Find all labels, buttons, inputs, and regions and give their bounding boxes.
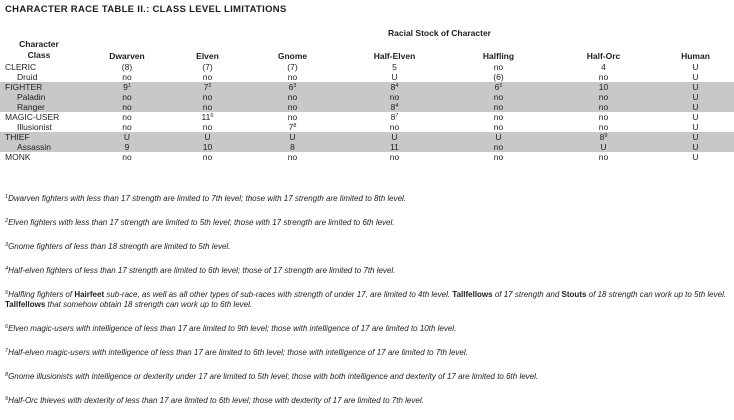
level-value: U [692,122,699,132]
footnote-ref: 4 [395,83,399,89]
level-value: no [202,92,213,102]
level-value: no [287,152,298,162]
level-value: no [202,122,213,132]
table-row [0,152,734,162]
level-cell [550,152,657,162]
footnote-9 [5,396,731,406]
level-cell [342,152,447,162]
level-value: no [493,102,504,112]
class-name: Ranger [0,102,82,112]
level-value: 8 [290,142,295,152]
level-value: no [598,152,609,162]
level-cell [82,92,172,102]
level-cell [447,82,550,92]
level-value: no [389,122,400,132]
level-cell [243,102,342,112]
footnote-marker: 6 [5,324,9,330]
level-cell [447,132,550,142]
col-header: Gnome [277,51,308,61]
level-value: 4 [601,62,606,72]
level-value: U [600,142,607,152]
level-cell [657,92,734,102]
class-name: MONK [5,152,31,162]
footnote-ref: 5 [499,83,503,89]
level-value: no [202,152,213,162]
level-value: U [692,62,699,72]
level-value: no [287,112,298,122]
level-value: 6 [288,82,294,92]
level-value: no [122,72,132,82]
footnote-text: Half-elven magic-users with intelligence of less than 17 are limited to 6th level; those with intelligence of 17 are limited to 7th level. [8,348,468,357]
level-value: 6 [494,82,500,92]
level-cell [550,82,657,92]
table-row [0,62,734,72]
racial-stock-header: Racial Stock of Character [388,28,491,38]
level-value: U [495,132,502,142]
table-row [0,102,734,112]
level-cell [657,62,734,72]
level-cell [550,92,657,102]
footnote-ref: 3 [293,83,297,89]
footnotes [5,194,731,406]
level-value: no [122,102,132,112]
level-cell [657,132,734,142]
level-cell [172,92,243,102]
level-cell [657,122,734,132]
level-cell [243,72,342,82]
level-cell [657,112,734,122]
footnote-ref: 4 [395,103,399,109]
class-name: Druid [17,72,38,82]
level-value: no [598,72,609,82]
footnote-text: Gnome illusionists with intelligence or dexterity under 17 are limited to 5th level; those with both intelligence and dexterity of 17 are limited to 6th level. [8,372,539,381]
table-title: CHARACTER RACE TABLE II.: CLASS LEVEL LIMITATIONS [5,4,287,15]
level-value: no [122,112,132,122]
level-value: no [598,112,609,122]
footnote-marker: 4 [5,266,9,272]
level-cell [342,82,447,92]
table-row [0,72,734,82]
level-cell [657,72,734,82]
level-cell [342,112,447,122]
level-value: (6) [493,72,504,82]
class-name: Assassin [0,142,82,152]
footnote-text: Half-Orc thieves with dexterity of less than 17 are limited to 6th level; those with dexterity of 17 are limited to 7th level. [8,396,424,405]
level-cell [550,72,657,82]
level-cell [447,102,550,112]
level-cell [342,62,447,72]
level-cell [82,72,172,82]
level-cell [172,62,243,72]
footnote-bold: Tallfellows [452,290,493,299]
level-value: U [692,132,699,142]
footnote-text: Halfling fighters of [8,290,75,299]
level-cell [657,142,734,152]
class-name: THIEF [0,132,82,142]
level-value: U [692,82,699,92]
level-value: U [692,152,699,162]
footnote-marker: 9 [5,396,9,402]
level-value: no [389,152,400,162]
level-value: 9 [123,82,128,92]
footnote-text: Gnome fighters of less than 18 strength are limited to 5th level. [8,242,231,251]
level-value: no [493,112,504,122]
footnote-text: that somehow obtain 18 strength can work up to 6th level. [45,300,253,309]
level-cell [82,62,172,72]
level-value: 10 [202,142,213,152]
level-cell [243,142,342,152]
footnote-ref: 1 [127,83,131,89]
level-cell [657,82,734,92]
level-value: U [123,132,131,142]
table-row [0,122,734,132]
footnote-text: sub-race, as well as all other types of sub-races with strength of under 17, are limited to 4th level. [104,290,453,299]
class-name: Illusionist [17,122,52,132]
footnote-ref: 2 [208,83,212,89]
level-cell [657,152,734,162]
level-cell [243,122,342,132]
footnote-ref: 6 [210,113,214,119]
level-cell [243,82,342,92]
footnote-bold: Tallfellows [5,300,46,309]
level-cell [82,102,172,112]
level-value: no [202,102,213,112]
level-cell [172,142,243,152]
footnote-ref: 9 [604,133,608,139]
level-value: 5 [392,62,397,72]
level-value: U [391,132,398,142]
level-value: no [493,122,504,132]
col-header: Half-Orc [586,51,621,61]
level-value: (7) [287,62,298,72]
level-value: 8 [599,132,605,142]
level-value: no [287,72,298,82]
level-value: (8) [121,62,133,72]
level-value: no [493,142,504,152]
level-value: no [202,72,213,82]
table-row [0,142,734,152]
table-row [0,92,734,102]
table-body [0,62,734,162]
level-cell [342,102,447,112]
level-value: 11 [201,112,211,122]
footnote-3 [5,242,731,252]
col-header: Half-Elven [373,51,416,61]
level-cell [82,132,172,142]
level-cell [342,132,447,142]
footnote-text: of 17 strength and [492,290,562,299]
class-name: Paladin [0,92,82,102]
footnote-ref: 8 [293,123,297,129]
level-value: 9 [124,142,130,152]
footnote-7 [5,348,731,358]
level-value: 8 [390,82,396,92]
level-value: U [692,142,699,152]
class-level-table [0,51,734,162]
level-cell [172,112,243,122]
footnote-text: of 18 strength can work up to 5th level. [586,290,727,299]
level-cell [172,152,243,162]
footnote-text: Dwarven fighters with less than 17 strength are limited to 7th level; those with 17 strength are limited to 8th level. [8,194,407,203]
footnote-marker: 8 [5,372,9,378]
level-value: no [598,102,609,112]
level-cell [550,62,657,72]
level-cell [243,112,342,122]
level-value: no [287,102,298,112]
footnote-marker: 5 [5,290,9,296]
footnote-1 [5,194,731,204]
footnote-marker: 3 [5,242,9,248]
level-value: U [692,72,699,82]
level-value: no [493,92,504,102]
col-header: Dwarven [109,51,145,61]
level-value: no [122,152,132,162]
level-value: no [389,92,400,102]
class-header-line2: Class [27,50,51,60]
col-header: Halfling [482,51,515,61]
class-name: CLERIC [5,62,37,72]
level-cell [172,132,243,142]
level-cell [172,82,243,92]
level-cell [550,112,657,122]
table-row [0,82,734,92]
class-name: MAGIC-USER [5,112,60,122]
footnote-bold: Hairfeet [74,290,105,299]
class-name: FIGHTER [0,82,82,92]
level-cell [82,122,172,132]
level-cell [243,92,342,102]
level-cell [550,122,657,132]
footnote-5 [5,290,731,310]
level-value: no [287,92,298,102]
level-cell [82,142,172,152]
level-value: 10 [598,82,609,92]
level-value: no [493,62,504,72]
level-value: U [692,112,699,122]
level-value: U [289,132,296,142]
footnote-text: Half-elven fighters of less than 17 strength are limited to 6th level; those of 17 strength are limited to 7th level. [8,266,396,275]
level-cell [447,112,550,122]
level-value: no [598,122,609,132]
level-cell [447,72,550,82]
footnote-4 [5,266,731,276]
level-cell [342,72,447,82]
level-cell [342,142,447,152]
level-cell [447,122,550,132]
column-header-row [0,51,734,62]
col-header: Elven [196,51,219,61]
level-cell [550,142,657,152]
level-cell [82,112,172,122]
level-value: U [391,72,398,82]
footnote-6 [5,324,731,334]
level-cell [550,132,657,142]
footnote-marker: 1 [5,194,9,200]
level-cell [243,132,342,142]
level-value: U [692,102,699,112]
table-row [0,112,734,122]
level-cell [243,62,342,72]
level-cell [172,72,243,82]
level-value: 8 [390,112,396,122]
level-cell [657,102,734,112]
level-value: 7 [288,122,294,132]
level-cell [447,152,550,162]
col-header: Human [681,51,710,61]
level-value: 7 [203,82,209,92]
level-value: 8 [390,102,396,112]
footnote-marker: 2 [5,218,9,224]
footnote-ref: 7 [395,113,399,119]
level-value: U [692,92,699,102]
footnote-marker: 7 [5,348,9,354]
level-cell [342,122,447,132]
level-value: no [598,92,609,102]
class-header-line1: Character [19,39,59,49]
level-value: 11 [390,142,399,152]
level-value: no [493,152,504,162]
level-cell [447,62,550,72]
level-cell [447,142,550,152]
level-cell [82,82,172,92]
level-value: no [122,122,132,132]
level-cell [447,92,550,102]
level-cell [172,102,243,112]
footnote-8 [5,372,731,382]
level-cell [342,92,447,102]
level-cell [550,102,657,112]
level-cell [82,152,172,162]
level-value: no [122,92,132,102]
footnote-text: Elven magic-users with intelligence of less than 17 are limited to 9th level; those with intelligence of 17 are limited to 10th level. [8,324,457,333]
level-cell [243,152,342,162]
col-class [0,51,82,62]
table-row [0,132,734,142]
level-cell [172,122,243,132]
level-value: (7) [202,62,213,72]
footnote-text: Elven fighters with less than 17 strength are limited to 5th level; those with 17 strength are limited to 6th level. [8,218,395,227]
footnote-2 [5,218,731,228]
footnote-bold: Stouts [561,290,587,299]
level-value: U [204,132,211,142]
